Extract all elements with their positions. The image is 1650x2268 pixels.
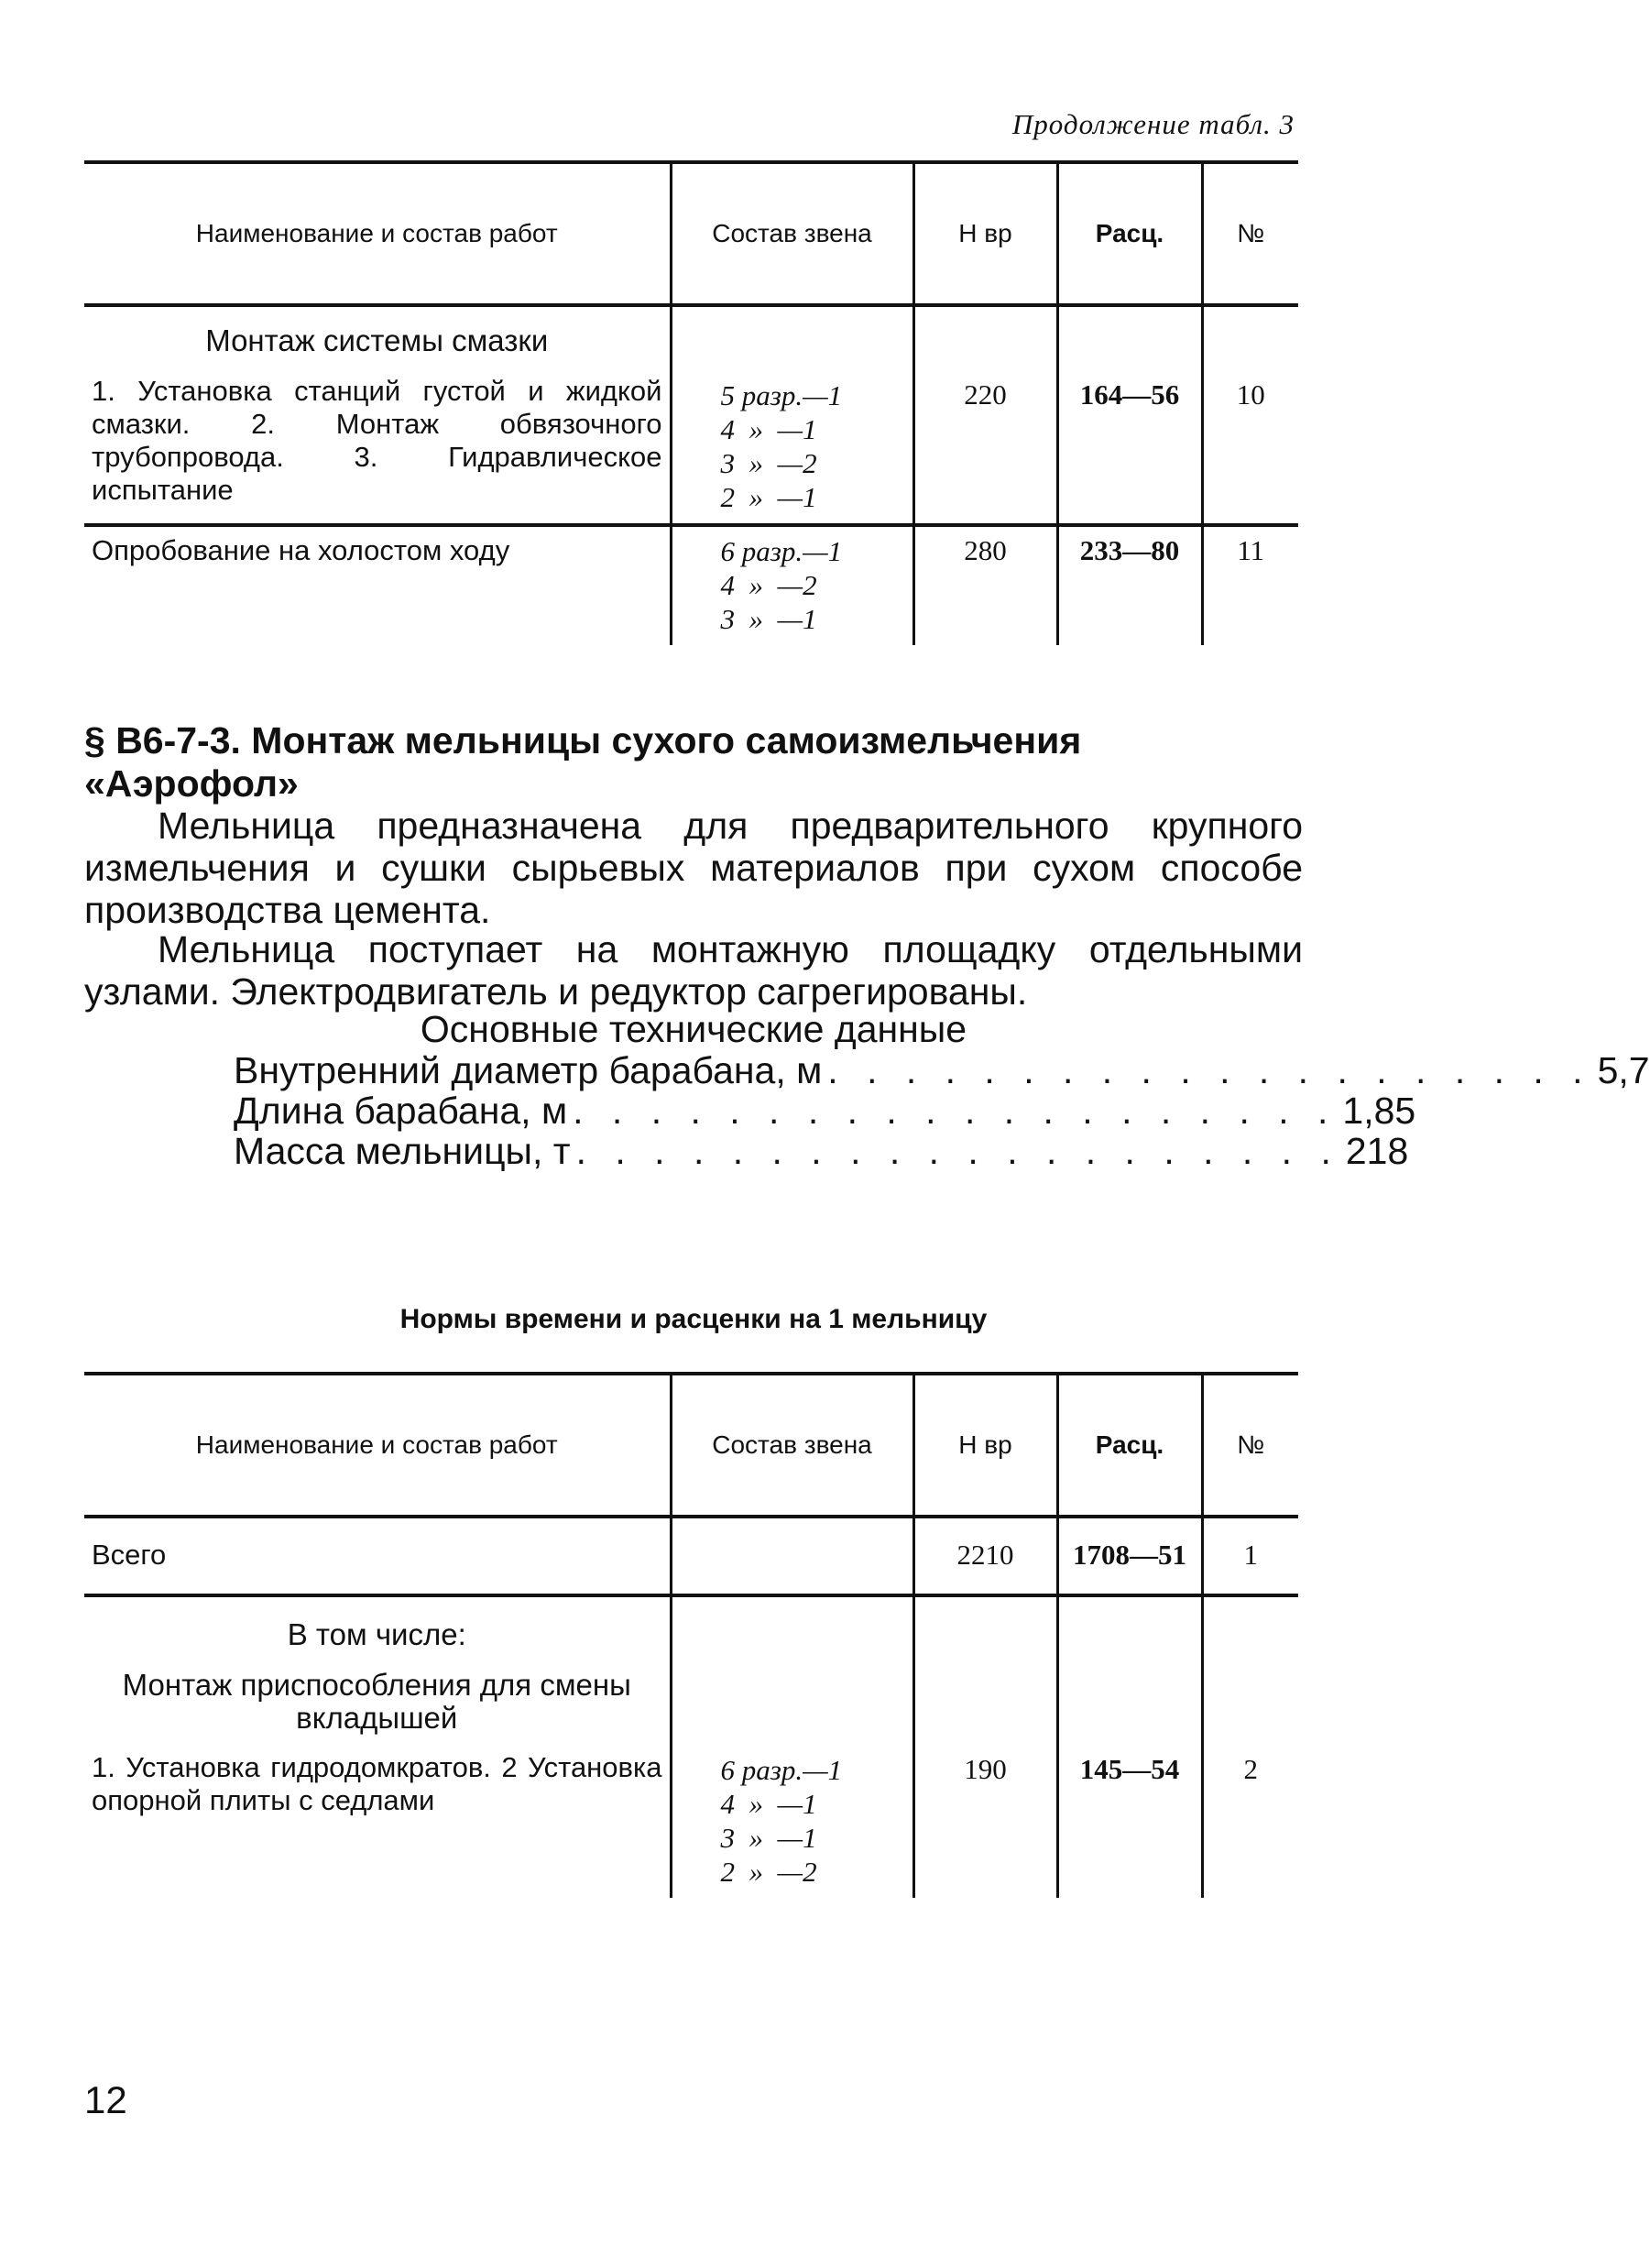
header-hours: Н вр [913,162,1057,305]
table-caption: Нормы времени и расценки на 1 мельницу [399,1304,988,1334]
spec-row: Масса мельницы, т . . . . . . . . . . . . . . . . . . . . 218 [234,1130,1409,1172]
crew-composition: 5 разр.—1 4 » —1 3 » —2 2 » —1 [720,379,843,513]
spec-row: Внутренний диаметр барабана, м . . . . . . . . . . . . . . . . . . . . 5,7 [234,1049,1650,1091]
total-label: Всего [92,1539,167,1571]
header-name: Наименование и состав работ [84,1374,671,1517]
rate-value: 1708—51 [1057,1517,1202,1595]
work-description: 1. Установка станций густой и жидкой смазки. 2. Монтаж обвязочного трубопровода. 3. Гидравлическое испытание [92,375,662,506]
header-rate: Расц. [1057,1374,1202,1517]
rate-value: 145—54 [1057,1595,1202,1898]
spec-title: Основные технические данные [420,1008,967,1050]
header-rate: Расц. [1057,162,1202,305]
table-row-total [84,1517,1298,1595]
spec-label: Длина барабана, м [234,1090,568,1132]
crew-composition: 6 разр.—1 4 » —1 3 » —1 2 » —2 [720,1754,843,1888]
row-number: 11 [1202,525,1298,645]
page-number: 12 [84,2078,127,2121]
norms-table-continued [84,160,1298,645]
table-row [84,525,1298,645]
norm-hours: 2210 [913,1517,1057,1595]
section-title: Монтаж системы смазки [205,323,549,357]
header-no: № [1202,1374,1298,1517]
crew-composition: 6 разр.—1 4 » —2 3 » —1 [720,535,843,635]
norm-hours: 220 [913,305,1057,525]
rate-value: 233—80 [1057,525,1202,645]
work-description: 1. Установка гидродомкратов. 2 Установка опорной плиты с седлами [92,1751,662,1816]
header-crew: Состав звена [671,1374,913,1517]
spec-value: 218 [1345,1130,1409,1172]
header-name: Наименование и состав работ [84,162,671,305]
table-row [84,1595,1298,1898]
row-number: 2 [1202,1595,1298,1898]
spec-label: Масса мельницы, т [234,1130,571,1172]
header-hours: Н вр [913,1374,1057,1517]
work-description: Опробование на холостом ходу [92,534,510,566]
spec-row: Длина барабана, м . . . . . . . . . . . . . . . . . . . . 1,85 [234,1090,1416,1132]
continued-label: Продолжение табл. 3 [1011,108,1295,140]
row-number: 10 [1202,305,1298,525]
spec-value: 1,85 [1342,1090,1416,1132]
header-crew: Состав звена [671,162,913,305]
norm-hours: 190 [913,1595,1057,1898]
paragraph: Мельница предназначена для предварительного крупного измельчения и сушки сырьевых материалов при сухом способе производства цемента. [84,805,1303,931]
including-label: В том числе: [287,1617,466,1651]
header-no: № [1202,162,1298,305]
group-title: Монтаж приспособления для смены вкладышей [122,1668,631,1735]
spec-value: 5,7 [1597,1049,1650,1091]
norms-table [84,1372,1298,1898]
table-row [84,305,1298,525]
row-number: 1 [1202,1517,1298,1595]
paragraph: Мельница поступает на монтажную площадку отдельными узлами. Электродвигатель и редуктор сагрегированы. [84,928,1303,1013]
spec-label: Внутренний диаметр барабана, м [234,1049,823,1091]
rate-value: 164—56 [1057,305,1202,525]
norm-hours: 280 [913,525,1057,645]
section-heading: § В6-7-3. Монтаж мельницы сухого самоизмельчения «Аэрофол» [84,719,1082,805]
